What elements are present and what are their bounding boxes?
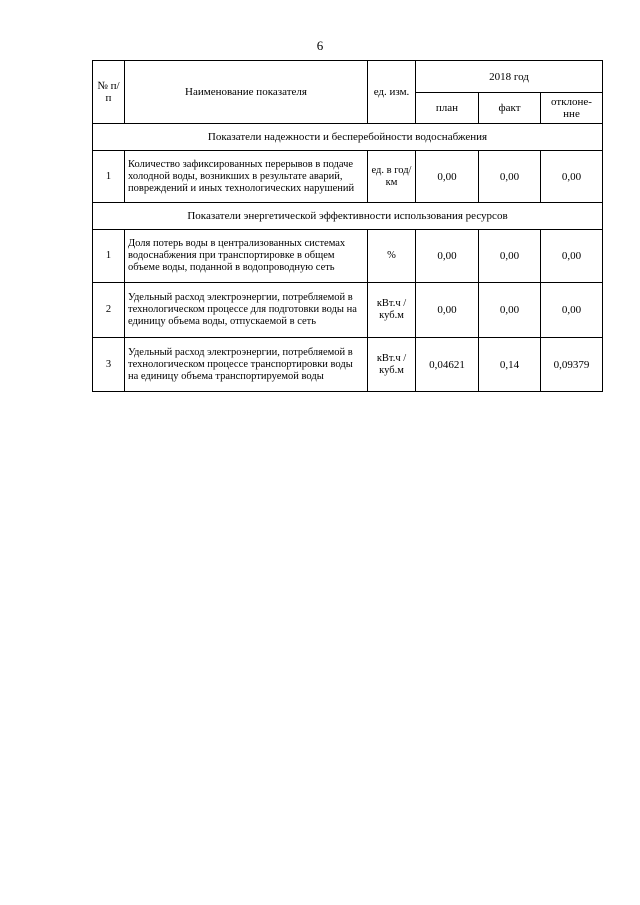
section-title: Показатели энергетической эффективности использования ресурсов: [93, 203, 603, 230]
row-name: Доля потерь воды в централизованных системах водоснабжения при транспортировке в общем объеме воды, поданной в водопроводную сеть: [125, 230, 368, 283]
row-name: Удельный расход электроэнергии, потребляемой в технологическом процессе для подготовки воды на единицу объема воды, отпускаемой в сеть: [125, 283, 368, 338]
row-deviation: 0,00: [541, 283, 603, 338]
table-row: [93, 283, 603, 338]
row-unit: ед. в год/ км: [368, 151, 416, 203]
row-num: 3: [93, 338, 125, 392]
table-row: [93, 338, 603, 392]
row-num: 2: [93, 283, 125, 338]
header-plan: план: [416, 93, 479, 124]
row-fact: 0,14: [479, 338, 541, 392]
row-deviation: 0,00: [541, 230, 603, 283]
row-plan: 0,04621: [416, 338, 479, 392]
header-name: Наименование показателя: [125, 61, 368, 124]
row-fact: 0,00: [479, 283, 541, 338]
header-row: [93, 61, 603, 93]
row-plan: 0,00: [416, 151, 479, 203]
indicators-table: [92, 60, 603, 392]
row-name: Удельный расход электроэнергии, потребляемой в технологическом процессе транспортировки воды на единицу объема транспортируемой воды: [125, 338, 368, 392]
page-number: 6: [316, 38, 324, 53]
row-deviation: 0,00: [541, 151, 603, 203]
header-unit: ед. изм.: [368, 61, 416, 124]
header-fact: факт: [479, 93, 541, 124]
row-plan: 0,00: [416, 283, 479, 338]
header-num: № п/п: [93, 61, 125, 124]
section-row: [93, 124, 603, 151]
row-unit: %: [368, 230, 416, 283]
table-row: [93, 230, 603, 283]
header-deviation: отклоне-нне: [541, 93, 603, 124]
header-year: 2018 год: [416, 61, 603, 93]
row-plan: 0,00: [416, 230, 479, 283]
row-fact: 0,00: [479, 230, 541, 283]
table-row: [93, 151, 603, 203]
row-unit: кВт.ч / куб.м: [368, 283, 416, 338]
row-num: 1: [93, 151, 125, 203]
row-deviation: 0,09379: [541, 338, 603, 392]
row-num: 1: [93, 230, 125, 283]
row-fact: 0,00: [479, 151, 541, 203]
section-title: Показатели надежности и бесперебойности водоснабжения: [93, 124, 603, 151]
row-name: Количество зафиксированных перерывов в подаче холодной воды, возникших в результате аварий, повреждений и иных технологических нарушений: [125, 151, 368, 203]
section-row: [93, 203, 603, 230]
row-unit: кВт.ч / куб.м: [368, 338, 416, 392]
